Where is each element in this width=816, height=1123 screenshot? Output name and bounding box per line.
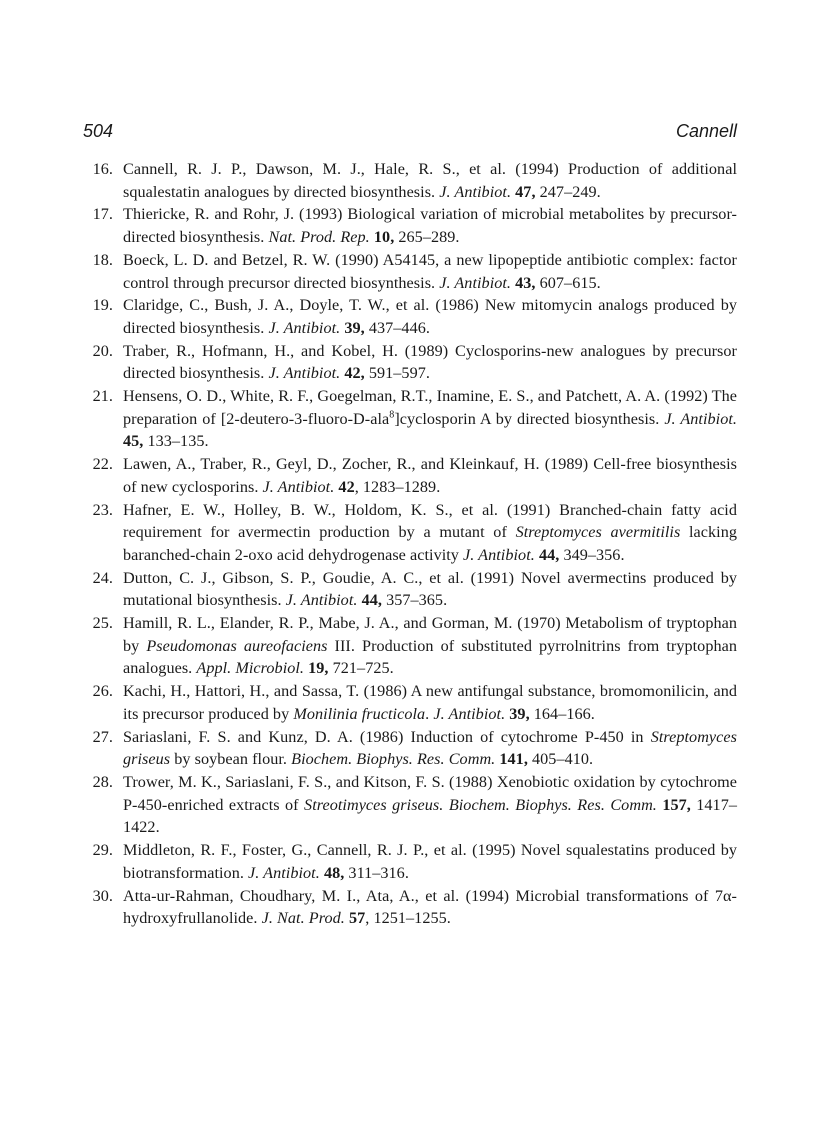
reference-segment: Hamill, R. L., Elander, R. P., Mabe, J. A., and Gorman, M. (1970) Metabolism of tryptophan by: [123, 614, 737, 655]
italic-text: Monilinia fructicola: [293, 704, 426, 723]
reference-item: [83, 771, 737, 839]
reference-segment: Hensens, O. D., White, R. F., Goegelman, R.T., Inamine, E. S., and Patchett, A. A. (1992) The preparation of [2-deutero-3-fluoro-D-ala: [123, 387, 737, 428]
italic-text: J. Nat. Prod.: [261, 909, 345, 928]
reference-text: [123, 160, 737, 201]
italic-text: J. Antibiot.: [262, 477, 335, 496]
reference-number: 25.: [92, 614, 113, 633]
reference-segment: 1417–1422.: [123, 795, 737, 837]
reference-item: [83, 499, 737, 567]
italic-text: J. Antibiot.: [268, 318, 341, 337]
reference-item: [83, 294, 737, 339]
reference-item: [83, 680, 737, 725]
bold-text: 141,: [499, 750, 528, 769]
reference-segment: Hafner, E. W., Holley, B. W., Holdom, K. S., et al. (1991) Branched-chain fatty acid requirement for avermectin production by a mutant of: [123, 500, 737, 542]
bold-text: 10,: [373, 228, 395, 247]
bold-text: 44,: [361, 591, 382, 610]
italic-text: Nat. Prod. Rep.: [268, 228, 370, 247]
reference-text: [123, 251, 737, 292]
reference-segment: III. Production of substituted pyrrolnitrins from tryptophan analogues.: [123, 636, 737, 678]
reference-number: 21.: [92, 387, 113, 406]
reference-text: [123, 387, 737, 450]
reference-segment: 357–365.: [381, 591, 448, 610]
reference-text: [123, 455, 737, 496]
italic-text: Biochem. Biophys. Res. Comm.: [291, 750, 496, 769]
bold-text: 42,: [344, 364, 365, 383]
italic-text: Appl. Microbiol.: [196, 659, 305, 678]
italic-text: J. Antibiot.: [664, 409, 737, 428]
reference-segment: Trower, M. K., Sariaslani, F. S., and Kitson, F. S. (1988) Xenobiotic oxidation by cytochrome P-450-enriched extracts of: [123, 772, 737, 814]
reference-text: [123, 205, 737, 246]
bold-text: 19,: [308, 659, 329, 678]
reference-segment: 437–446.: [364, 318, 430, 337]
reference-segment: , 1283–1289.: [354, 477, 441, 496]
reference-text: [123, 296, 737, 337]
reference-text: [123, 501, 737, 564]
reference-number: 19.: [92, 296, 113, 315]
italic-text: Biochem. Biophys. Res. Comm.: [448, 795, 657, 814]
bold-text: 48,: [323, 863, 345, 882]
reference-number: 18.: [92, 250, 113, 269]
bold-text: 47,: [515, 182, 536, 201]
italic-text: J. Antibiot.: [285, 591, 358, 610]
reference-item: [83, 885, 737, 930]
italic-text: J. Antibiot.: [433, 704, 506, 723]
reference-segment: Claridge, C., Bush, J. A., Doyle, T. W., et al. (1986) New mitomycin analogs produced by directed biosynthesis.: [123, 296, 737, 337]
italic-text: J. Antibiot.: [439, 273, 512, 292]
reference-number: 23.: [92, 500, 113, 519]
reference-segment: 133–135.: [143, 432, 209, 451]
reference-number: 29.: [92, 841, 113, 860]
bold-text: 43,: [515, 273, 536, 292]
reference-item: [83, 340, 737, 385]
reference-segment: 591–597.: [364, 364, 430, 383]
reference-segment: Boeck, L. D. and Betzel, R. W. (1990) A54145, a new lipopeptide antibiotic complex: factor control through precursor directed biosynthesis.: [123, 250, 737, 292]
reference-segment: by soybean flour.: [170, 750, 292, 769]
reference-segment: Dutton, C. J., Gibson, S. P., Goudie, A. C., et al. (1991) Novel avermectins produced by mutational biosynthesis.: [123, 568, 737, 610]
reference-segment: 721–725.: [328, 659, 394, 678]
reference-number: 20.: [92, 341, 113, 360]
italic-text: J. Antibiot.: [268, 364, 341, 383]
reference-text: [123, 682, 737, 723]
reference-text: [123, 728, 737, 769]
reference-segment: 607–615.: [535, 273, 601, 292]
reference-number: 26.: [92, 682, 113, 701]
reference-item: [83, 453, 737, 498]
reference-segment: 247–249.: [535, 182, 601, 201]
reference-list: [83, 158, 737, 930]
reference-text: [123, 887, 737, 928]
reference-text: [123, 342, 737, 383]
reference-number: 30.: [92, 886, 113, 905]
reference-segment: Middleton, R. F., Foster, G., Cannell, R. J. P., et al. (1995) Novel squalestatins produced by biotransformation.: [123, 841, 737, 882]
italic-text: J. Antibiot.: [463, 545, 535, 564]
reference-item: [83, 385, 737, 453]
italic-text: Streptomyces avermitilis: [515, 523, 681, 542]
italic-text: J. Antibiot.: [439, 182, 512, 201]
page-number: 504: [83, 121, 114, 141]
reference-item: [83, 726, 737, 771]
bold-text: 39,: [344, 318, 365, 337]
reference-segment: 349–356.: [559, 545, 625, 564]
italic-text: Streptomyces griseus: [123, 727, 737, 769]
reference-item: [83, 203, 737, 248]
reference-text: [123, 841, 737, 882]
reference-segment: 311–316.: [344, 863, 409, 882]
reference-item: [83, 158, 737, 203]
reference-text: [123, 773, 737, 836]
superscript-text: 8: [389, 409, 395, 421]
bold-text: 57: [348, 909, 366, 928]
reference-segment: 164–166.: [529, 704, 595, 723]
reference-segment: Sariaslani, F. S. and Kunz, D. A. (1986) Induction of cytochrome P-450 in: [123, 727, 651, 746]
reference-segment: Thiericke, R. and Rohr, J. (1993) Biological variation of microbial metabolites by precursor-directed biosynthesis.: [123, 205, 737, 247]
reference-number: 28.: [92, 772, 113, 791]
reference-segment: 265–289.: [394, 228, 460, 247]
reference-number: 27.: [92, 727, 113, 746]
reference-segment: .: [425, 704, 434, 723]
bold-text: 39,: [509, 704, 530, 723]
bold-text: 45,: [123, 432, 144, 451]
italic-text: Streotimyces griseus.: [304, 795, 444, 814]
italic-text: Pseudomonas aureofaciens: [146, 636, 328, 655]
reference-segment: Cannell, R. J. P., Dawson, M. J., Hale, R. S., et al. (1994) Production of additional squalestatin analogues by directed biosynthesis.: [123, 160, 737, 201]
reference-item: [83, 612, 737, 680]
reference-segment: lacking baranched-chain 2-oxo acid dehydrogenase activity: [123, 523, 737, 564]
reference-number: 17.: [92, 205, 113, 224]
reference-segment: Lawen, A., Traber, R., Geyl, D., Zocher, R., and Kleinkauf, H. (1989) Cell-free biosynthesis of new cyclosporins.: [123, 455, 737, 496]
reference-segment: Traber, R., Hofmann, H., and Kobel, H. (1989) Cyclosporins-new analogues by precursor directed biosynthesis.: [123, 341, 737, 383]
reference-segment: Atta-ur-Rahman, Choudhary, M. I., Ata, A., et al. (1994) Microbial transformations of 7α-hydroxyfrullanolide.: [123, 886, 737, 928]
reference-number: 24.: [92, 568, 113, 587]
reference-text: [123, 614, 737, 677]
reference-number: 16.: [92, 160, 113, 178]
italic-text: J. Antibiot.: [248, 863, 320, 882]
reference-segment: Kachi, H., Hattori, H., and Sassa, T. (1986) A new antifungal substance, bromomonilicin, and its precursor produced by: [123, 682, 737, 723]
reference-text: [123, 569, 737, 610]
bold-text: 157,: [662, 795, 691, 814]
bold-text: 42: [338, 477, 355, 496]
reference-segment: 405–410.: [527, 750, 594, 769]
reference-item: [83, 249, 737, 294]
running-head: [83, 118, 737, 144]
reference-item: [83, 839, 737, 884]
bold-text: 44,: [538, 545, 560, 564]
reference-number: 22.: [92, 455, 113, 474]
running-author: Cannell: [675, 121, 737, 141]
reference-item: [83, 567, 737, 612]
reference-segment: , 1251–1255.: [365, 909, 451, 928]
reference-segment: ]cyclosporin A by directed biosynthesis.: [394, 409, 665, 428]
